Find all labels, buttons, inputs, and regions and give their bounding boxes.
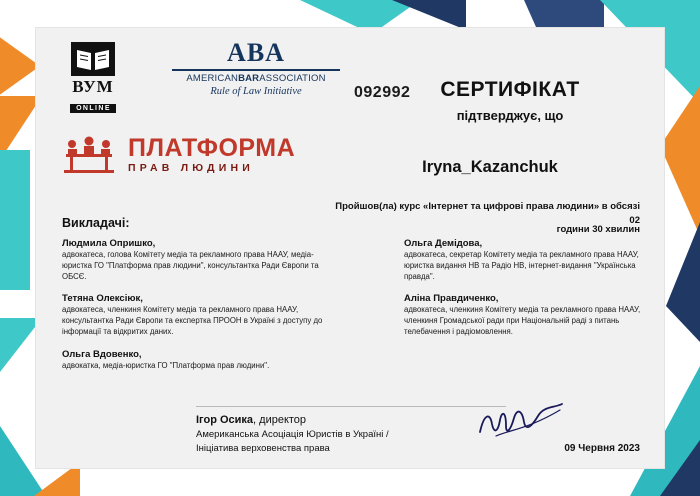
- vum-logo: [58, 42, 128, 115]
- teacher-name: Ольга Вдовенко,: [62, 348, 142, 360]
- course-description-line-1: Пройшов(ла) курс «Інтернет та цифрові права людини» в обсязі 02: [335, 201, 640, 227]
- signature-image: [476, 402, 566, 442]
- teacher-description: адвокатеса, членкиня Комітету медіа та рекламного права НААУ, консультантка Ради Європи та експертка ПРООН в Україні з доступу до інформації та відкритих даних.: [62, 305, 323, 336]
- aba-name-american: AMERICAN: [186, 73, 239, 84]
- aba-tagline: Rule of Law Initiative: [210, 86, 302, 97]
- certificate-number: 092992: [354, 84, 411, 101]
- platform-wordmark: [128, 136, 295, 174]
- aba-name-association: ASSOCIATION: [259, 73, 326, 84]
- issue-date: 09 Червня 2023: [564, 443, 640, 454]
- teacher-name: Тетяна Олексіюк,: [62, 293, 143, 305]
- teacher-entry: [62, 349, 332, 372]
- decorative-shape-teal-left-bar: [0, 150, 30, 290]
- teacher-name: Аліна Правдиченко,: [404, 293, 499, 305]
- teacher-description: адвокатеса, секретар Комітету медіа та рекламного права НААУ, юристка видання НВ та Радіо НВ, інтернет-видання "Українська правда".: [404, 250, 639, 281]
- teacher-description: адвокатеса, голова Комітету медіа та рекламного права НААУ, медіа-юристка ГО "Платформа прав людини", консультантка Ради Європи та ОБСЄ.: [62, 250, 319, 281]
- signatory-line: [196, 414, 466, 426]
- teacher-entry: [404, 293, 654, 337]
- signatory-name: Ігор Осика: [196, 414, 254, 426]
- signatory-block: [196, 414, 466, 456]
- certificate-title: СЕРТИФІКАТ: [440, 78, 580, 101]
- decorative-shape-orange-triangle-left: [0, 26, 40, 106]
- aba-name-bar: BAR: [238, 73, 260, 84]
- aba-divider: [172, 69, 340, 71]
- footer-divider: [196, 406, 506, 407]
- teachers-column-right: [404, 238, 654, 349]
- teachers-column-left: [62, 238, 332, 382]
- recipient-name: Iryna_Kazanchuk: [422, 158, 558, 176]
- teacher-entry: [62, 238, 332, 282]
- certificate-card: [36, 28, 664, 468]
- aba-full-name: [166, 73, 346, 84]
- signatory-role: , директор: [253, 414, 307, 426]
- certificate-header: [36, 28, 664, 123]
- aba-logo: [166, 40, 346, 97]
- teacher-entry: [62, 293, 332, 337]
- decorative-shape-orange-right: [660, 86, 700, 236]
- signatory-organization-line-2: Ініціатива верховенства права: [196, 442, 330, 454]
- signatory-organization: [196, 428, 466, 456]
- decorative-shape-navy-top: [392, 0, 466, 30]
- teacher-name: Ольга Демідова,: [404, 238, 483, 249]
- course-description-line-2: години 30 хвилин: [556, 224, 640, 235]
- platform-logo: [58, 132, 295, 178]
- teacher-description: адвокатка, медіа-юристка ГО "Платформа прав людини".: [62, 360, 270, 370]
- teacher-name: Людмила Опришко,: [62, 238, 156, 249]
- vum-online-badge: ONLINE: [70, 104, 116, 113]
- certificate-subtitle: підтверджує, що: [456, 108, 564, 123]
- teachers-heading: Викладачі:: [62, 216, 130, 230]
- platform-subtitle: ПРАВ ЛЮДИНИ: [128, 162, 255, 175]
- teacher-entry: [404, 238, 654, 282]
- vum-wordmark: ВУМ: [72, 77, 114, 96]
- decorative-shape-navy-right: [666, 222, 700, 342]
- signatory-organization-line-1: Американська Асоціація Юристів в Україні /: [196, 429, 389, 440]
- platform-title: ПЛАТФОРМА: [128, 134, 296, 163]
- people-table-icon: [58, 132, 120, 178]
- open-book-icon: [71, 42, 115, 76]
- teacher-description: адвокатеса, членкиня Комітету медіа та рекламного права НААУ, членкиня Громадської ради при Національній раді з питань телебачення і радіомовлення.: [404, 305, 641, 336]
- aba-wordmark: ABA: [227, 38, 285, 67]
